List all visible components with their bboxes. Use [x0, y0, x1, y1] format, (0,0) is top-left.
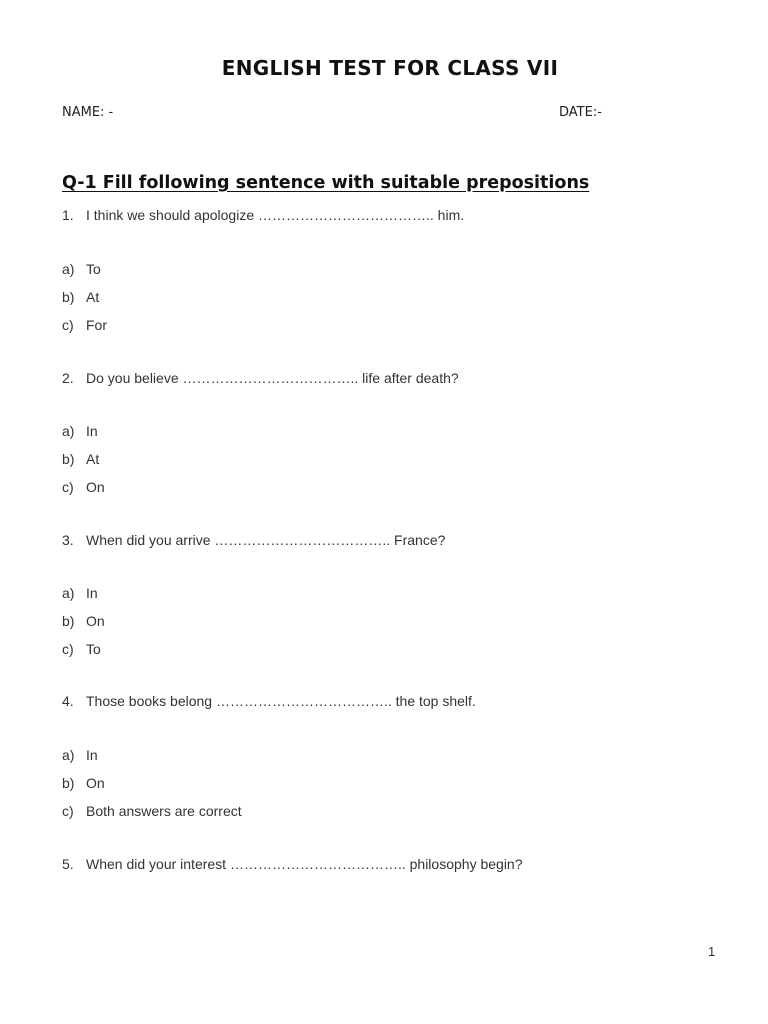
option-text: In [86, 585, 98, 601]
question-4-option-b [62, 775, 105, 791]
option-marker: c) [62, 479, 74, 495]
option-text: On [86, 613, 105, 629]
section-heading: Q-1 Fill following sentence with suitable prepositions [62, 173, 590, 193]
question-3-option-a [62, 585, 98, 601]
option-marker: c) [62, 641, 74, 657]
question-2 [62, 370, 459, 386]
date-label: DATE:- [559, 105, 602, 120]
question-2-option-a [62, 423, 98, 439]
question-4-option-a [62, 747, 98, 763]
option-marker: c) [62, 803, 74, 819]
name-label: NAME: - [62, 105, 114, 120]
question-4 [62, 693, 476, 709]
option-text: Both answers are correct [86, 803, 242, 819]
option-marker: a) [62, 261, 75, 277]
option-marker: b) [62, 613, 75, 629]
option-marker: b) [62, 451, 75, 467]
option-marker: b) [62, 775, 75, 791]
question-text: When did you arrive ……………………………….. France? [86, 532, 446, 548]
option-text: To [86, 261, 101, 277]
question-number: 1. [62, 207, 74, 223]
question-number: 3. [62, 532, 74, 548]
option-text: In [86, 747, 98, 763]
option-text: At [86, 289, 100, 305]
question-number: 2. [62, 370, 74, 386]
document-title: ENGLISH TEST FOR CLASS VII [221, 56, 559, 80]
option-marker: a) [62, 585, 75, 601]
option-text: To [86, 641, 101, 657]
question-2-option-b [62, 451, 99, 467]
question-3-option-b [62, 613, 105, 629]
question-1 [62, 207, 464, 223]
question-5 [62, 856, 523, 872]
question-4-option-c [62, 803, 242, 819]
question-1-option-a [62, 261, 101, 277]
option-marker: a) [62, 747, 75, 763]
question-number: 5. [62, 856, 74, 872]
question-1-option-b [62, 289, 99, 305]
option-text: At [86, 451, 100, 467]
question-text: Do you believe ……………………………….. life after death? [86, 370, 459, 386]
question-text: When did your interest ……………………………….. philosophy begin? [86, 856, 523, 872]
option-text: In [86, 423, 98, 439]
page-number: 1 [708, 944, 716, 959]
question-text: Those books belong ……………………………….. the top shelf. [86, 693, 476, 709]
question-text: I think we should apologize ……………………………….. him. [86, 207, 465, 223]
question-2-option-c [62, 479, 105, 495]
option-marker: c) [62, 317, 74, 333]
question-number: 4. [62, 693, 74, 709]
question-3-option-c [62, 641, 101, 657]
option-text: On [86, 775, 105, 791]
question-1-option-c [62, 317, 107, 333]
option-text: For [86, 317, 107, 333]
question-3 [62, 532, 445, 548]
option-marker: a) [62, 423, 75, 439]
option-marker: b) [62, 289, 75, 305]
option-text: On [86, 479, 105, 495]
